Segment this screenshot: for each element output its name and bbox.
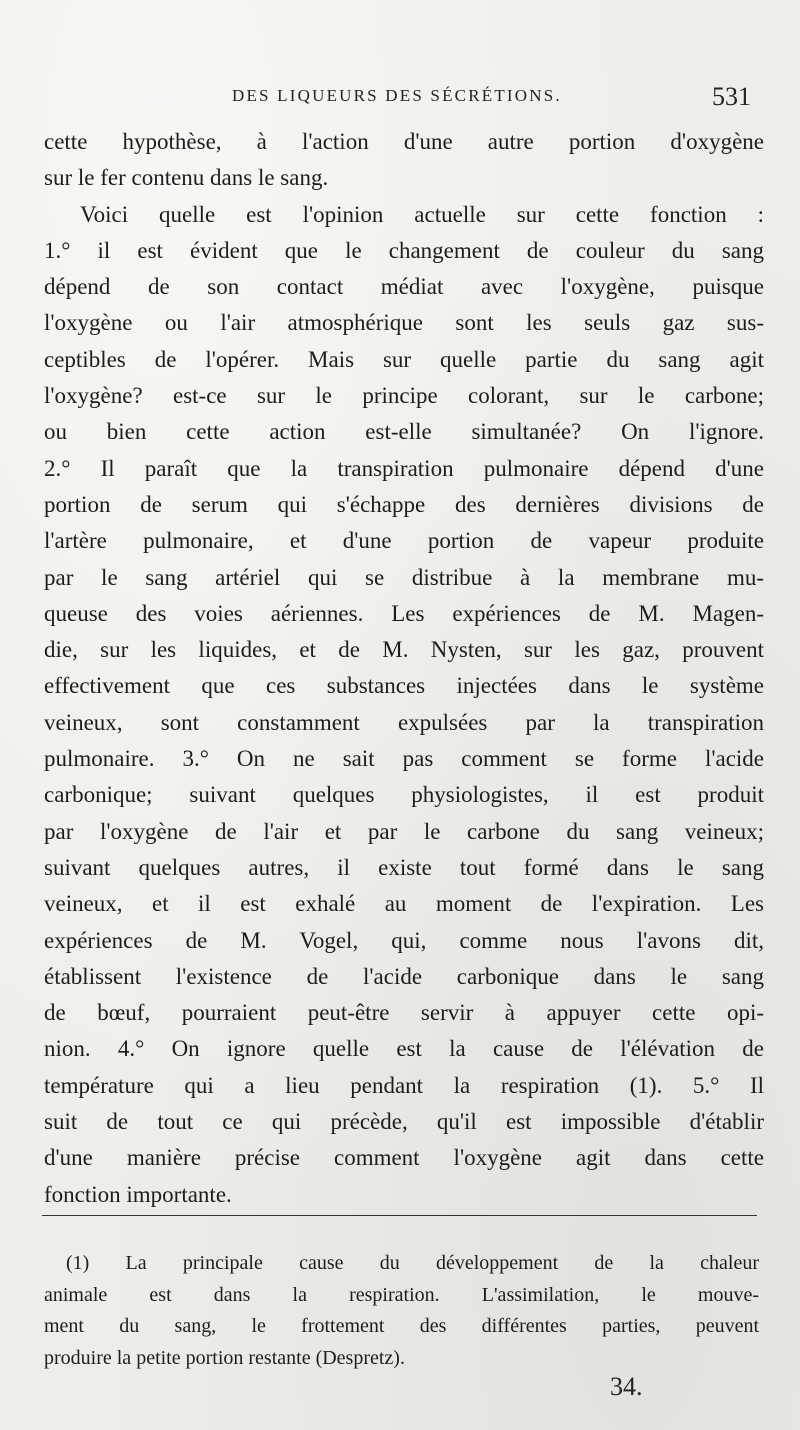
text-line: effectivement que ces substances injectées dans le système <box>44 673 764 699</box>
text-line: suit de tout ce qui précède, qu'il est impossible d'établir <box>44 1109 764 1135</box>
text-line: l'oxygène? est-ce sur le principe colorant, sur le carbone; <box>44 383 764 409</box>
text-line: nion. 4.° On ignore quelle est la cause de l'élévation de <box>44 1036 764 1062</box>
text-line: température qui a lieu pendant la respiration (1). 5.° Il <box>44 1072 764 1098</box>
text-line: 1.° il est évident que le changement de couleur du sang <box>44 237 764 263</box>
text-line: veineux, et il est exhalé au moment de l'expiration. Les <box>44 891 764 917</box>
footnote-line: animale est dans la respiration. L'assimilation, le mouve- <box>44 1283 759 1306</box>
footnote-line: ment du sang, le frottement des différentes parties, peuvent <box>44 1315 759 1337</box>
text-line: 2.° Il paraît que la transpiration pulmonaire dépend d'une <box>44 455 764 481</box>
text-line: veineux, sont constamment expulsées par la transpiration <box>44 709 764 735</box>
text-line: queuse des voies aériennes. Les expériences de M. Magen- <box>44 600 764 626</box>
footnote-divider <box>42 1215 757 1216</box>
text-line: par le sang artériel qui se distribue à la membrane mu- <box>44 564 764 590</box>
signature-mark: 34. <box>610 1372 643 1401</box>
text-line: pulmonaire. 3.° On ne sait pas comment se forme l'acide <box>44 746 764 772</box>
text-line: par l'oxygène de l'air et par le carbone du sang veineux; <box>44 818 764 844</box>
page-number: 531 <box>712 82 751 111</box>
running-head <box>0 82 800 114</box>
footnote-line: (1) La principale cause du développement de la chaleur <box>66 1252 759 1274</box>
main-text <box>44 124 764 1213</box>
text-line: sur le fer contenu dans le sang. <box>44 165 329 191</box>
text-line: ou bien cette action est-elle simultanée? On l'ignore. <box>44 419 764 445</box>
text-line: cette hypothèse, à l'action d'une autre portion d'oxygène <box>44 129 764 154</box>
running-title: DES LIQUEURS DES SÉCRÉTIONS. <box>232 86 562 105</box>
text-line: die, sur les liquides, et de M. Nysten, sur les gaz, prouvent <box>44 637 764 663</box>
text-line: suivant quelques autres, il existe tout formé dans le sang <box>44 854 764 880</box>
text-line: dépend de son contact médiat avec l'oxygène, puisque <box>44 274 764 300</box>
text-line: carbonique; suivant quelques physiologistes, il est produit <box>44 782 764 808</box>
text-line: l'oxygène ou l'air atmosphérique sont les seuls gaz sus- <box>44 310 764 336</box>
text-line: d'une manière précise comment l'oxygène agit dans cette <box>44 1145 764 1171</box>
text-line: établissent l'existence de l'acide carbonique dans le sang <box>44 963 764 989</box>
text-line: de bœuf, pourraient peut-être servir à appuyer cette opi- <box>44 1000 764 1026</box>
paragraph-start-line: Voici quelle est l'opinion actuelle sur cette fonction : <box>80 201 764 227</box>
text-line: expériences de M. Vogel, qui, comme nous l'avons dit, <box>44 927 764 953</box>
footnote <box>44 1248 759 1374</box>
text-line: ceptibles de l'opérer. Mais sur quelle partie du sang agit <box>44 346 764 372</box>
footnote-line: produire la petite portion restante (Despretz). <box>44 1346 405 1369</box>
text-line: fonction importante. <box>44 1181 232 1207</box>
text-line: l'artère pulmonaire, et d'une portion de vapeur produite <box>44 528 764 554</box>
text-line: portion de serum qui s'échappe des dernières divisions de <box>44 491 764 517</box>
